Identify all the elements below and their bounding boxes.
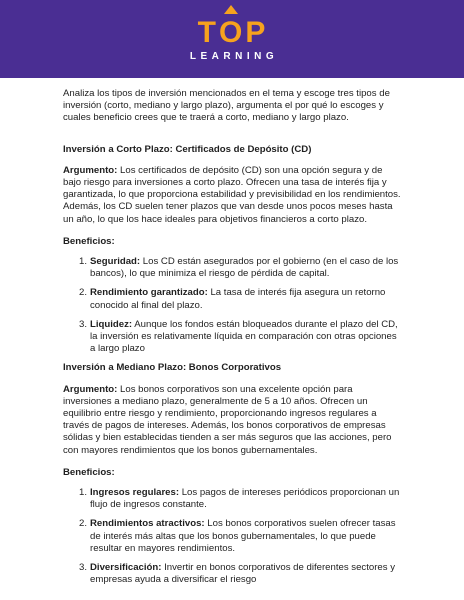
benefit-text: Invertir en bonos corporativos de diferentes sectores y empresas ayuda a diversificar el riesgo: [90, 562, 396, 586]
benefits-title: Beneficios:: [63, 235, 115, 247]
benefit-text: Aunque los fondos están bloqueados durante el plazo del CD, la inversión es relativamente líquida en comparación con otras opciones a largo plazo: [90, 318, 398, 355]
top-learning-logo: [0, 8, 464, 70]
benefit-label: Rendimientos atractivos:: [90, 518, 205, 530]
list-number: 2.: [79, 287, 88, 299]
document-body: [63, 88, 403, 594]
argument-text: Los bonos corporativos son una excelente opción para inversiones a mediano plazo, generalmente de 5 a 10 años. Ofrecen un equilibrio entre riesgo y rendimiento, proporcionando ingresos regulares a través de pagos de intereses. Además, los bonos corporativos de empresas sólidas y bien establecidas tienden a ser más seguros que las acciones, pero con mayores rendimientos que los bonos gubernamentales.: [63, 383, 392, 456]
argument-label: Argumento:: [63, 383, 118, 395]
list-number: 2.: [79, 518, 88, 530]
benefits-list: [63, 256, 403, 355]
list-item: [63, 256, 403, 280]
list-item: [63, 487, 403, 511]
benefits-list: [63, 487, 403, 586]
list-item: [63, 562, 403, 586]
list-number: 1.: [79, 256, 88, 268]
arrow-up-icon: [224, 5, 238, 14]
list-item: [63, 287, 403, 311]
benefit-text: La tasa de interés fija asegura un retorno conocido al final del plazo.: [90, 287, 386, 311]
benefit-text: Los bonos corporativos suelen ofrecer tasas de interés más altas que los bonos gubernamentales, lo que puede resultar en mayores rendimientos.: [90, 518, 396, 554]
list-item: [63, 518, 403, 555]
argument-label: Argumento:: [63, 164, 118, 176]
argument-paragraph: [63, 165, 403, 226]
list-number: 3.: [79, 562, 88, 574]
logo-letter-p: P: [245, 16, 267, 49]
header-banner: [0, 0, 464, 78]
list-number: 3.: [79, 318, 88, 330]
section-title: Inversión a Mediano Plazo: Bonos Corporativos: [63, 362, 282, 374]
logo-letter-t: T: [197, 16, 217, 49]
argument-text: Los certificados de depósito (CD) son una opción segura y de bajo riesgo para inversiones a corto plazo. Ofrecen una tasa de interés fija y garantizada, lo que proporciona estabilidad y previsibilidad en los rendimientos. Además, los CD suelen tener plazos que van desde unos pocos meses hasta un año, lo que los hace ideales para objetivos financieros a corto plazo.: [63, 164, 401, 225]
benefit-label: Seguridad:: [90, 256, 141, 268]
benefits-title: Beneficios:: [63, 466, 115, 478]
benefit-label: Ingresos regulares:: [90, 487, 180, 499]
logo-letter-o: O: [219, 18, 243, 48]
logo-wordmark: [198, 18, 267, 48]
benefit-text: Los pagos de intereses periódicos proporcionan un flujo de ingresos constante.: [90, 487, 400, 511]
benefit-text: Los CD están asegurados por el gobierno (en el caso de los bancos), lo que minimiza el riesgo de pérdida de capital.: [90, 256, 399, 280]
list-number: 1.: [79, 487, 88, 499]
section-title: Inversión a Corto Plazo: Certificados de Depósito (CD): [63, 143, 312, 155]
benefit-label: Rendimiento garantizado:: [90, 287, 208, 299]
intro-paragraph: Analiza los tipos de inversión mencionados en el tema y escoge tres tipos de inversión (corto, mediano y largo plazo), argumenta el por qué lo escoges y cuales beneficio crees que te traerá a corto, mediano y largo plazo.: [63, 88, 390, 124]
list-item: [63, 319, 403, 356]
benefit-label: Diversificación:: [90, 562, 162, 574]
argument-paragraph: [63, 384, 403, 457]
benefit-label: Liquidez:: [90, 318, 133, 330]
logo-subtitle: LEARNING: [189, 51, 279, 62]
